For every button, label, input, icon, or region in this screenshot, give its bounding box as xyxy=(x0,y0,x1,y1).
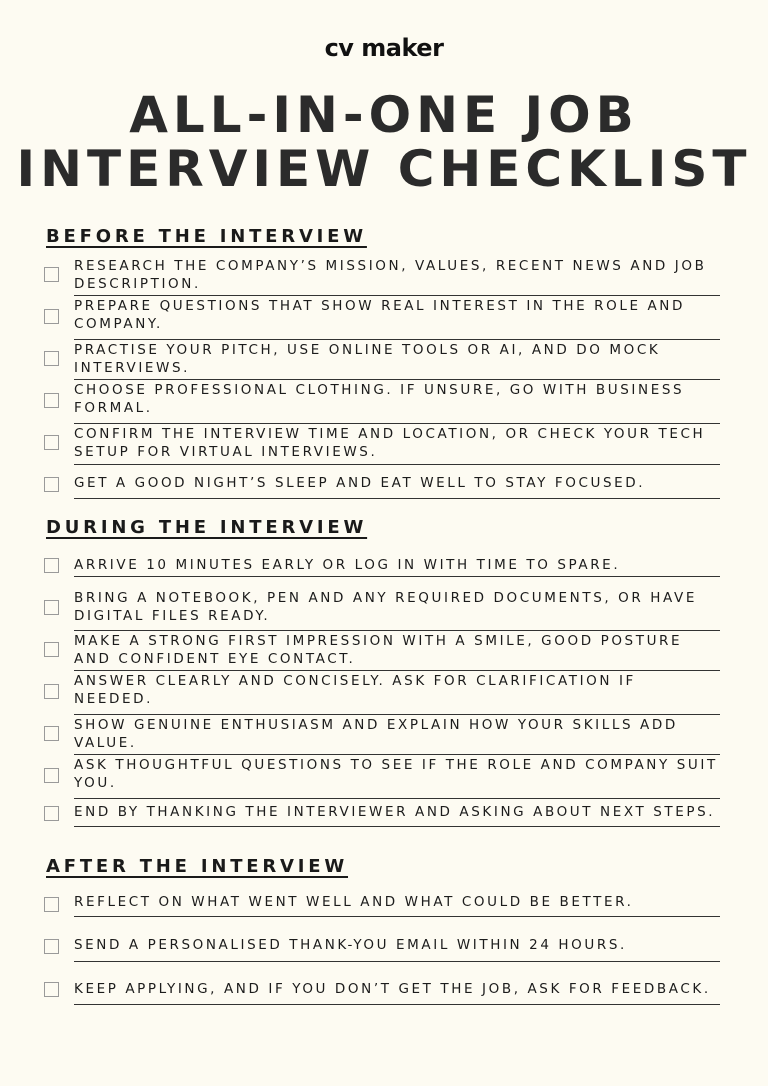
cv-maker-logo: cv maker xyxy=(324,34,444,62)
item-text: MAKE A STRONG FIRST IMPRESSION WITH A SMILE, GOOD POSTURE AND CONFIDENT EYE CONTACT. xyxy=(74,633,683,667)
checkbox[interactable] xyxy=(44,939,59,954)
item-text: ARRIVE 10 MINUTES EARLY OR LOG IN WITH TIME TO SPARE. xyxy=(74,557,621,573)
item-text: SEND A PERSONALISED THANK-YOU EMAIL WITHIN 24 HOURS. xyxy=(74,937,627,953)
item-text: ANSWER CLEARLY AND CONCISELY. ASK FOR CLARIFICATION IF NEEDED. xyxy=(74,673,636,707)
divider xyxy=(74,714,720,715)
checkbox[interactable] xyxy=(44,351,59,366)
divider xyxy=(74,379,720,380)
checkbox[interactable] xyxy=(44,558,59,573)
checkbox[interactable] xyxy=(44,806,59,821)
divider xyxy=(74,423,720,424)
item-text: REFLECT ON WHAT WENT WELL AND WHAT COULD BE BETTER. xyxy=(74,894,634,910)
checkbox[interactable] xyxy=(44,642,59,657)
item-text: CHOOSE PROFESSIONAL CLOTHING. IF UNSURE, GO WITH BUSINESS FORMAL. xyxy=(74,382,685,416)
checkbox[interactable] xyxy=(44,309,59,324)
checkbox[interactable] xyxy=(44,267,59,282)
divider xyxy=(74,1004,720,1005)
divider xyxy=(74,798,720,799)
item-text: ASK THOUGHTFUL QUESTIONS TO SEE IF THE ROLE AND COMPANY SUIT YOU. xyxy=(74,757,718,791)
item-text: BRING A NOTEBOOK, PEN AND ANY REQUIRED DOCUMENTS, OR HAVE DIGITAL FILES READY. xyxy=(74,590,697,624)
checkbox[interactable] xyxy=(44,982,59,997)
item-text: SHOW GENUINE ENTHUSIASM AND EXPLAIN HOW YOUR SKILLS ADD VALUE. xyxy=(74,717,678,751)
divider xyxy=(74,464,720,465)
title-line-2: INTERVIEW CHECKLIST xyxy=(16,140,752,198)
item-text: CONFIRM THE INTERVIEW TIME AND LOCATION, OR CHECK YOUR TECH SETUP FOR VIRTUAL INTERVIEWS. xyxy=(74,426,706,460)
item-text: RESEARCH THE COMPANY’S MISSION, VALUES, RECENT NEWS AND JOB DESCRIPTION. xyxy=(74,258,707,292)
item-text: PREPARE QUESTIONS THAT SHOW REAL INTEREST IN THE ROLE AND COMPANY. xyxy=(74,298,685,332)
section-heading-during: DURING THE INTERVIEW xyxy=(46,517,368,538)
divider xyxy=(74,670,720,671)
divider xyxy=(74,630,720,631)
title-line-1: ALL-IN-ONE JOB xyxy=(129,86,639,144)
divider xyxy=(74,961,720,962)
section-heading-before: BEFORE THE INTERVIEW xyxy=(46,226,367,247)
divider xyxy=(74,754,720,755)
divider xyxy=(74,339,720,340)
item-text: KEEP APPLYING, AND IF YOU DON’T GET THE JOB, ASK FOR FEEDBACK. xyxy=(74,981,711,997)
item-text: GET A GOOD NIGHT’S SLEEP AND EAT WELL TO STAY FOCUSED. xyxy=(74,475,646,491)
divider xyxy=(74,498,720,499)
checkbox[interactable] xyxy=(44,600,59,615)
divider xyxy=(74,916,720,917)
divider xyxy=(74,295,720,296)
item-text: PRACTISE YOUR PITCH, USE ONLINE TOOLS OR AI, AND DO MOCK INTERVIEWS. xyxy=(74,342,661,376)
checkbox[interactable] xyxy=(44,435,59,450)
section-heading-after: AFTER THE INTERVIEW xyxy=(46,856,349,877)
checkbox[interactable] xyxy=(44,726,59,741)
divider xyxy=(74,826,720,827)
item-text: END BY THANKING THE INTERVIEWER AND ASKING ABOUT NEXT STEPS. xyxy=(74,804,716,820)
page-title xyxy=(0,88,768,196)
checkbox[interactable] xyxy=(44,477,59,492)
divider xyxy=(74,576,720,577)
checkbox[interactable] xyxy=(44,897,59,912)
checkbox[interactable] xyxy=(44,684,59,699)
checkbox[interactable] xyxy=(44,393,59,408)
checkbox[interactable] xyxy=(44,768,59,783)
